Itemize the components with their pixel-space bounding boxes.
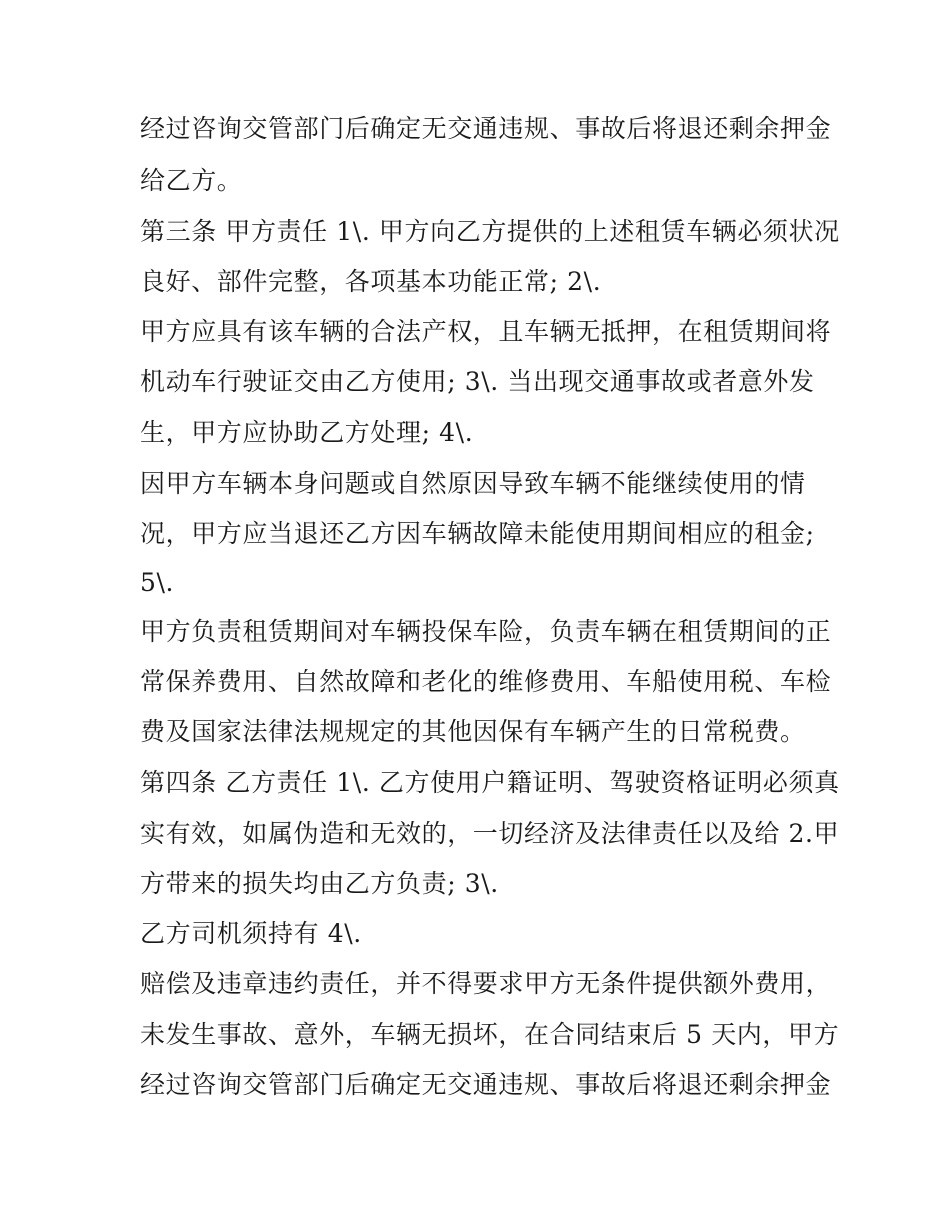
text-line: 5\. (140, 568, 175, 597)
text-line: 经过咨询交管部门后确定无交通违规、事故后将退还剩余押金 (140, 114, 832, 143)
text-line: 未发生事故、意外，车辆无损坏，在合同结束后 5 天内，甲方 (140, 1020, 840, 1049)
text-line: 费及国家法律法规规定的其他因保有车辆产生的日常税费。 (140, 717, 806, 746)
text-line: 赔偿及违章违约责任，并不得要求甲方无条件提供额外费用， (140, 969, 832, 998)
text-line: 况，甲方应当退还乙方因车辆故障未能使用期间相应的租金; (140, 519, 815, 548)
text-line: 第三条 甲方责任 1\. 甲方向乙方提供的上述租赁车辆必须状况 (140, 217, 840, 246)
text-line: 第四条 乙方责任 1\. 乙方使用户籍证明、驾驶资格证明必须真 (140, 768, 840, 797)
text-line: 常保养费用、自然故障和老化的维修费用、车船使用税、车检 (140, 667, 832, 696)
text-line: 良好、部件完整，各项基本功能正常; 2\. (140, 267, 602, 296)
text-line: 给乙方。 (140, 166, 243, 195)
text-line: 经过咨询交管部门后确定无交通违规、事故后将退还剩余押金 (140, 1070, 832, 1099)
text-line: 方带来的损失均由乙方负责; 3\. (140, 869, 499, 898)
text-line: 甲方负责租赁期间对车辆投保车险，负责车辆在租赁期间的正 (140, 617, 832, 646)
text-line: 实有效，如属伪造和无效的，一切经济及法律责任以及给 2.甲 (140, 819, 840, 848)
text-line: 生，甲方应协助乙方处理; 4\. (140, 418, 474, 447)
text-line: 机动车行驶证交由乙方使用; 3\. 当出现交通事故或者意外发 (140, 367, 815, 396)
text-line: 甲方应具有该车辆的合法产权，且车辆无抵押，在租赁期间将 (140, 317, 832, 346)
text-line: 因甲方车辆本身问题或自然原因导致车辆不能继续使用的情 (140, 469, 806, 498)
text-line: 乙方司机须持有 4\. (140, 919, 362, 948)
